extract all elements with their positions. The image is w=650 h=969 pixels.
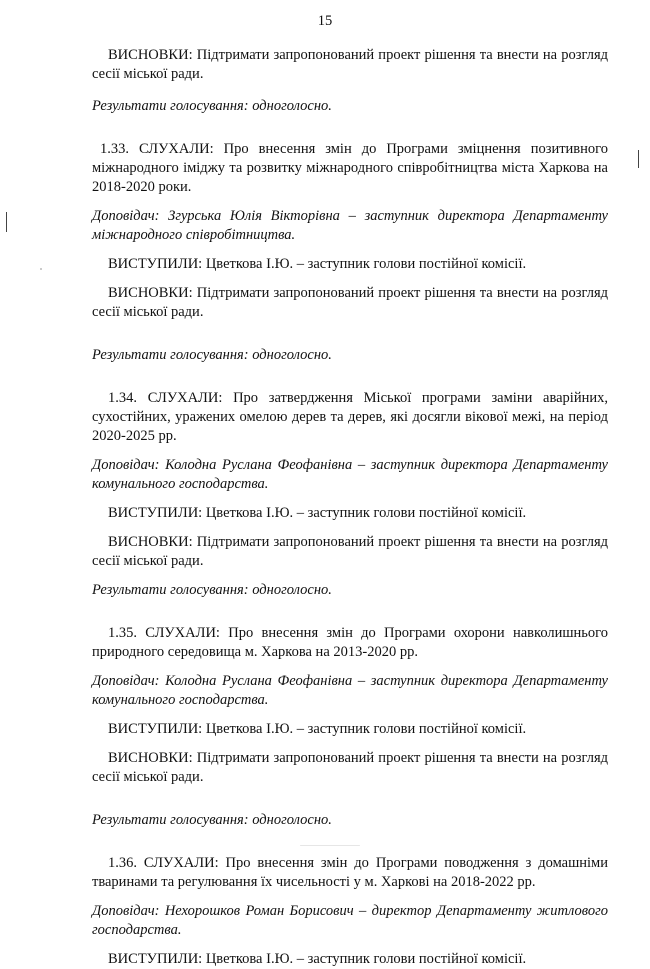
scan-speck [40,268,42,270]
speaker-line: Доповідач: Згурська Юлія Вікторівна – заступник директора Департаменту міжнародного співробітництва. [92,208,608,243]
spoke-line: ВИСТУПИЛИ: Цветкова І.Ю. – заступник голови постійної комісії. [108,256,527,272]
speaker-line: Доповідач: Нехорошков Роман Борисович – директор Департаменту житлового господарства. [92,903,608,938]
voting-result: Результати голосування: одноголосно. [92,98,332,114]
scan-mark-right [638,150,639,168]
heard-item-1-36: 1.36. СЛУХАЛИ: Про внесення змін до Програми поводження з домашніми тваринами та регулювання їх чисельності у м. Харкові на 2018-2022 рр. [92,855,608,890]
voting-result: Результати голосування: одноголосно. [92,812,332,828]
voting-result: Результати голосування: одноголосно. [92,582,332,598]
conclusions-paragraph: ВИСНОВКИ: Підтримати запропонований проект рішення та внести на розгляд сесії міської ради. [92,285,608,320]
heard-item-1-33: 1.33. СЛУХАЛИ: Про внесення змін до Програми зміцнення позитивного міжнародного іміджу та розвитку міжнародного співробітництва міста Харкова на 2018-2020 роки. [92,141,608,195]
voting-result: Результати голосування: одноголосно. [92,347,332,363]
heard-item-1-34: 1.34. СЛУХАЛИ: Про затвердження Міської програми заміни аварійних, сухостійних, уражених омелою дерев та дерев, які досягли вікової межі, на період 2020-2025 рр. [92,390,608,444]
heard-item-1-35: 1.35. СЛУХАЛИ: Про внесення змін до Програми охорони навколишнього природного середовища м. Харкова на 2013-2020 рр. [92,625,608,660]
conclusions-paragraph: ВИСНОВКИ: Підтримати запропонований проект рішення та внести на розгляд сесії міської ради. [92,534,608,569]
spoke-line: ВИСТУПИЛИ: Цветкова І.Ю. – заступник голови постійної комісії. [108,951,527,967]
speaker-line: Доповідач: Колодна Руслана Феофанівна – заступник директора Департаменту комунального господарства. [92,673,608,708]
spoke-line: ВИСТУПИЛИ: Цветкова І.Ю. – заступник голови постійної комісії. [108,505,527,521]
conclusions-paragraph: ВИСНОВКИ: Підтримати запропонований проект рішення та внести на розгляд сесії міської ради. [92,47,608,82]
spoke-line: ВИСТУПИЛИ: Цветкова І.Ю. – заступник голови постійної комісії. [108,721,527,737]
speaker-line: Доповідач: Колодна Руслана Феофанівна – заступник директора Департаменту комунального господарства. [92,457,608,492]
scan-mark-left [6,212,7,232]
minutes-body [92,46,608,969]
conclusions-paragraph: ВИСНОВКИ: Підтримати запропонований проект рішення та внести на розгляд сесії міської ради. [92,750,608,785]
page-number: 15 [317,13,333,29]
